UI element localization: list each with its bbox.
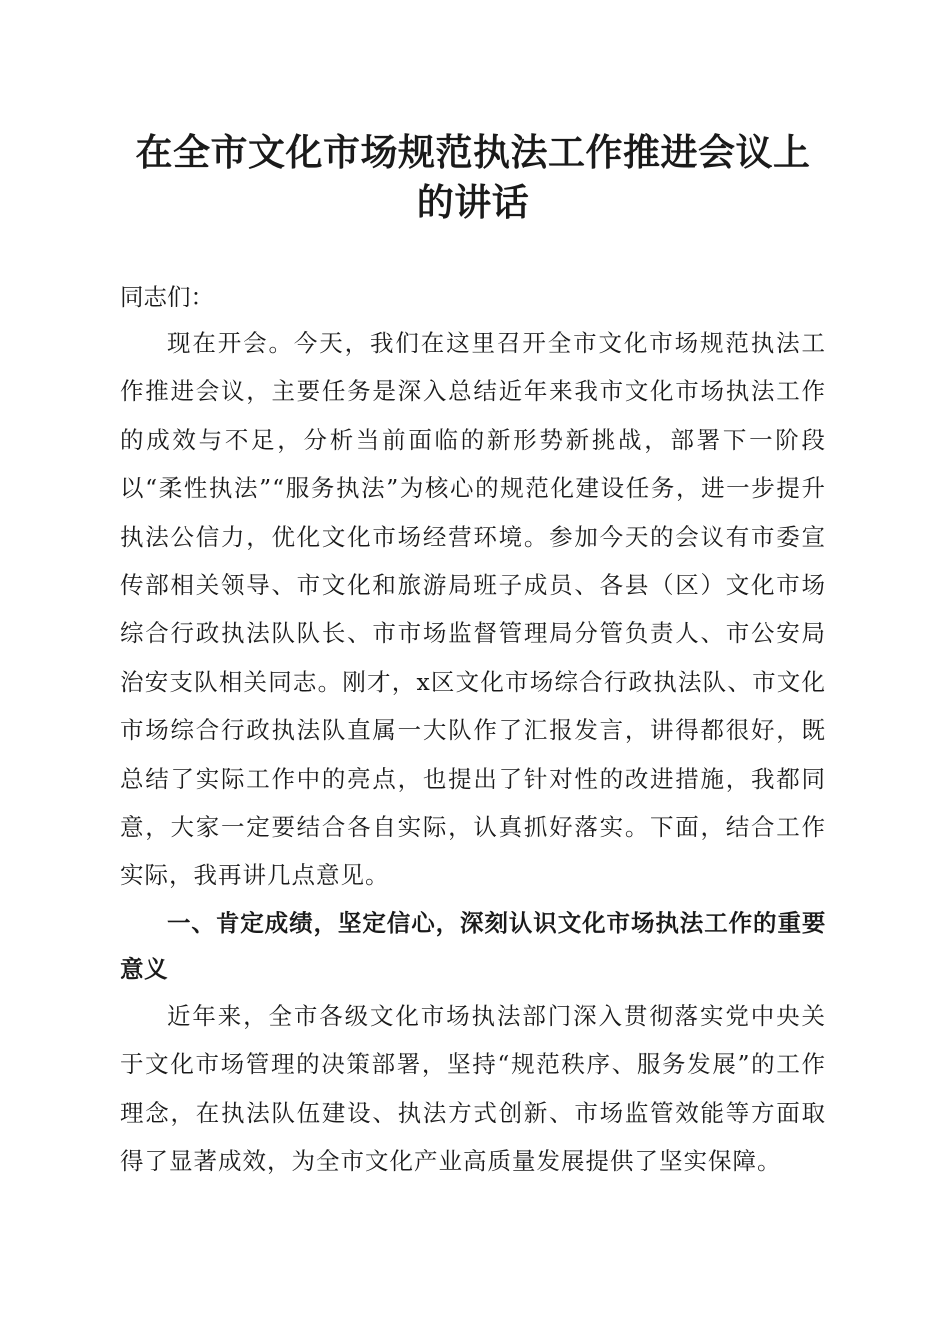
section-1-heading: 一、肯定成绩，坚定信心，深刻认识文化市场执法工作的重要意义 — [120, 908, 826, 983]
salutation: 同志们： — [120, 283, 214, 311]
section-1-paragraph: 近年来，全市各级文化市场执法部门深入贯彻落实党中央关于文化市场管理的决策部署，坚持“规范秩序、服务发展”的工作理念，在执法队伍建设、执法方式创新、市场监管效能等方面取得了显著成效，为全市文化产业高质量发展提供了坚实保障。 — [120, 1001, 826, 1176]
document-title: 在全市文化市场规范执法工作推进会议上的讲话 — [135, 131, 811, 224]
document-page — [120, 128, 826, 1186]
intro-paragraph: 现在开会。今天，我们在这里召开全市文化市场规范执法工作推进会议，主要任务是深入总结近年来我市文化市场执法工作的成效与不足，分析当前面临的新形势新挑战，部署下一阶段以“柔性执法”“服务执法”为核心的规范化建设任务，进一步提升执法公信力，优化文化市场经营环境。参加今天的会议有市委宣传部相关领导、市文化和旅游局班子成员、各县（区）文化市场综合行政执法队队长、市市场监督管理局分管负责人、市公安局治安支队相关同志。刚才，x区文化市场综合行政执法队、市文化市场综合行政执法队直属一大队作了汇报发言，讲得都很好，既总结了实际工作中的亮点，也提出了针对性的改进措施，我都同意，大家一定要结合各自实际，认真抓好落实。下面，结合工作实际，我再讲几点意见。 — [120, 329, 826, 890]
